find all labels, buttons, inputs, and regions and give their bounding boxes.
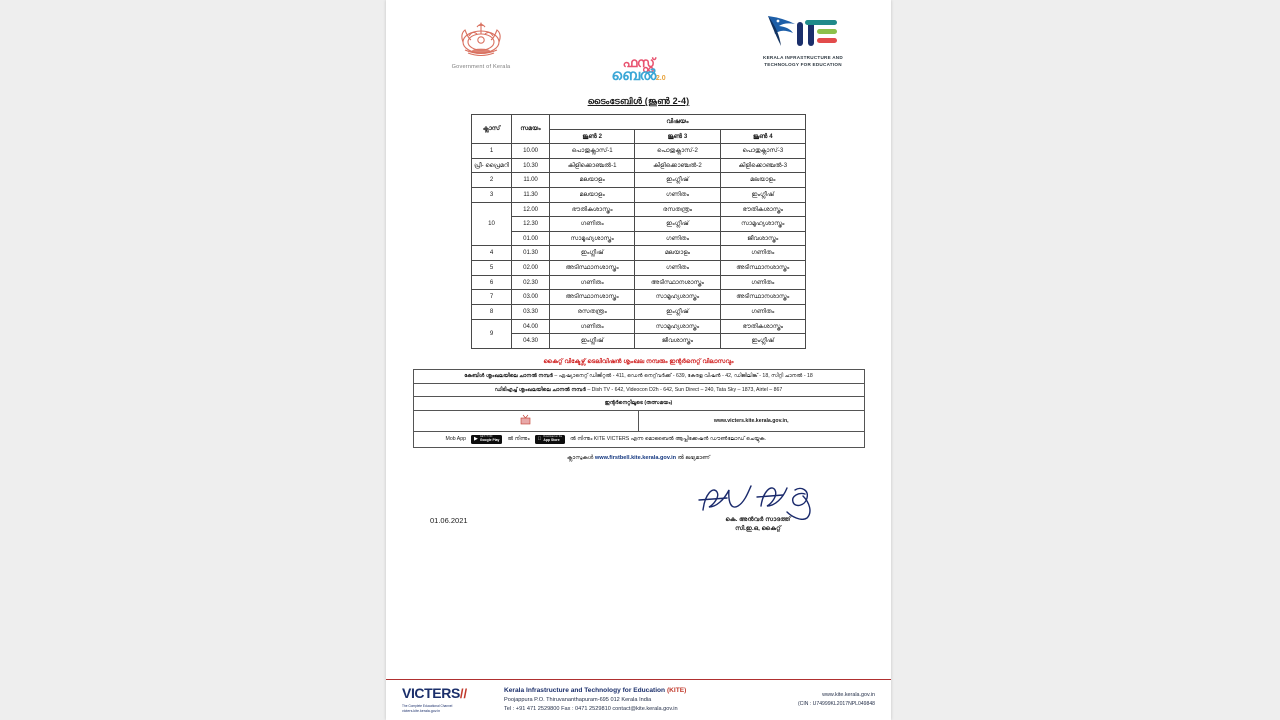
cell-subject-d3: പൊതുക്ലാസ്-3: [720, 144, 805, 159]
footer-cin: (CIN : U74999KL2017NPL049848: [797, 700, 875, 707]
cell-subject-d2: അടിസ്ഥാനശാസ്ത്രം: [635, 275, 720, 290]
footer-contact: Tel : +91 471 2529800 Fax : 0471 2529810 contact@kite.kerala.gov.in: [504, 705, 678, 712]
cell-class: 3: [472, 188, 512, 203]
signature-area: [406, 480, 871, 540]
cell-subject-d2: സാമൂഹ്യശാസ്ത്രം: [635, 290, 720, 305]
footer-org-name: Kerala Infrastructure and Technology for Education: [504, 686, 666, 694]
document-footer: [386, 679, 891, 720]
dth-channel-cell: [413, 383, 864, 397]
table-row: [472, 275, 806, 290]
mobapp-label: Mob App: [445, 435, 466, 442]
appstore-badge-big: App Store: [539, 437, 556, 442]
mobile-app-cell: [413, 431, 864, 447]
cell-subject-d1: ഗണിതം: [550, 275, 635, 290]
cell-subject-d2: ഗണിതം: [635, 188, 720, 203]
cell-class: 2: [472, 173, 512, 188]
terrestrial-value: – ഏഷ്യാനെറ്റ് ഡിജിറ്റൽ - 411, ഡെൻ നെറ്റ്‌വർക്ക് - 639, കേരള വിഷൻ - 42, ഡിജിലിങ്ക് - 18, സിറ്റി ചാനൽ - 18: [554, 372, 813, 379]
cell-time: 12.30: [512, 217, 550, 232]
cell-time: 12.00: [512, 202, 550, 217]
internet-head-cell: ഇന്റർനെറ്റിലൂടെ (തത്സമയം): [413, 397, 864, 411]
cell-subject-d3: അടിസ്ഥാനശാസ്ത്രം: [720, 261, 805, 276]
kite-caption-line1: KERALA INFRASTRUCTURE AND: [763, 55, 843, 60]
kerala-state-emblem-icon: [455, 20, 507, 62]
header-day-3: ജൂൺ 4: [720, 129, 805, 144]
television-icon: [520, 414, 531, 425]
cell-subject-d1: ഗണിതം: [550, 217, 635, 232]
cell-class: 7: [472, 290, 512, 305]
availability-prefix: ക്ലാസുകൾ: [567, 454, 594, 461]
footer-website[interactable]: www.kite.kerala.gov.in: [822, 692, 875, 699]
app-store-badge[interactable]: [535, 435, 566, 444]
footer-org-acronym: (KITE): [666, 686, 687, 694]
footer-org-info: [498, 686, 757, 714]
cell-subject-d1: പൊതുക്ലാസ്-1: [550, 144, 635, 159]
cell-time: 11.00: [512, 173, 550, 188]
cell-subject-d2: ജീവശാസ്ത്രം: [635, 334, 720, 349]
victers-slash-icon: //: [459, 686, 468, 702]
table-row: [472, 173, 806, 188]
table-row: [472, 158, 806, 173]
internet-head-row: [413, 397, 864, 411]
victers-logo-block: [402, 685, 498, 714]
cell-class: 10: [472, 202, 512, 246]
website-row: [413, 411, 864, 432]
cell-subject-d1: ഗണിതം: [550, 319, 635, 334]
cell-subject-d1: അടിസ്ഥാനശാസ്ത്രം: [550, 290, 635, 305]
timetable: [471, 114, 806, 349]
victers-website-link[interactable]: www.victers.kite.kerala.gov.in,: [639, 411, 865, 432]
appstore-after-text: ൽ നിന്നും KITE VICTERS എന്ന മൊബൈൽ ആപ്ലിക്കേഷൻ ഡൗൺലോഡ് ചെയ്യുക.: [566, 435, 763, 442]
cell-subject-d3: ജീവശാസ്ത്രം: [720, 231, 805, 246]
signatory-name: കെ. അൻവർ സാദത്ത്: [725, 515, 791, 523]
channel-info-table: [413, 369, 865, 448]
government-of-kerala-block: [426, 20, 536, 70]
victers-url: victers.kite.kerala.gov.in: [402, 708, 441, 713]
cell-subject-d2: കിളിക്കൊഞ്ചൽ-2: [635, 158, 720, 173]
cell-subject-d2: മലയാളം: [635, 246, 720, 261]
cell-subject-d3: അടിസ്ഥാനശാസ്ത്രം: [720, 290, 805, 305]
cell-subject-d2: പൊതുക്ലാസ്-2: [635, 144, 720, 159]
table-row: [472, 319, 806, 334]
terrestrial-channel-cell: [413, 369, 864, 383]
timetable-container: [406, 114, 871, 349]
cell-subject-d3: ഗണിതം: [720, 304, 805, 319]
cell-time: 02.30: [512, 275, 550, 290]
table-row: [472, 144, 806, 159]
cell-subject-d1: മലയാളം: [550, 173, 635, 188]
terrestrial-label: കേബിൾ ശൃംഖലയിലെ ചാനൽ നമ്പർ: [464, 372, 553, 379]
cell-subject-d2: ഗണിതം: [635, 231, 720, 246]
cell-time: 11.30: [512, 188, 550, 203]
table-row: [472, 304, 806, 319]
cell-subject-d2: രസതന്ത്രം: [635, 202, 720, 217]
cell-time: 04.30: [512, 334, 550, 349]
header-subject: വിഷയം: [550, 115, 806, 130]
cell-class: 5: [472, 261, 512, 276]
cell-class: 9: [472, 319, 512, 348]
page-title: ടൈംടേബിൾ (ജൂൺ 2-4): [587, 96, 690, 106]
timetable-header-row-1: [472, 115, 806, 130]
first-bell-logo: [611, 56, 665, 84]
table-row: [472, 231, 806, 246]
timetable-body: [472, 144, 806, 349]
cell-subject-d1: കിളിക്കൊഞ്ചൽ-1: [550, 158, 635, 173]
cell-subject-d1: സാമൂഹ്യശാസ്ത്രം: [550, 231, 635, 246]
header-time: സമയം: [512, 115, 550, 144]
table-row: [472, 188, 806, 203]
cell-subject-d1: അടിസ്ഥാനശാസ്ത്രം: [550, 261, 635, 276]
apple-icon: [538, 437, 542, 442]
cell-subject-d2: ഇംഗ്ലീഷ്: [635, 173, 720, 188]
document-header: [406, 8, 871, 90]
cell-subject-d3: ഇംഗ്ലീഷ്: [720, 188, 805, 203]
cell-time: 02.00: [512, 261, 550, 276]
availability-suffix: ൽ ലഭ്യമാണ്: [677, 454, 710, 461]
channel-info-container: [406, 369, 871, 448]
cell-subject-d3: ഇംഗ്ലീഷ്: [720, 334, 805, 349]
cell-subject-d2: ഗണിതം: [635, 261, 720, 276]
table-row: [472, 246, 806, 261]
handwritten-signature: [683, 480, 833, 520]
first-bell-line2: ബെൽ: [611, 67, 656, 84]
cell-time: 01.30: [512, 246, 550, 261]
table-row: [472, 290, 806, 305]
cell-subject-d1: ഇംഗ്ലീഷ്: [550, 334, 635, 349]
header-day-1: ജൂൺ 2: [550, 129, 635, 144]
cell-time: 04.00: [512, 319, 550, 334]
firstbell-website-link[interactable]: www.firstbell.kite.kerala.gov.in: [594, 454, 677, 461]
cell-class: 8: [472, 304, 512, 319]
cell-subject-d3: ഗണിതം: [720, 246, 805, 261]
cell-class: 6: [472, 275, 512, 290]
header-day-2: ജൂൺ 3: [635, 129, 720, 144]
cell-subject-d1: രസതന്ത്രം: [550, 304, 635, 319]
footer-web-info: [757, 691, 875, 708]
victers-wordmark: VICTERS: [402, 685, 460, 702]
play-badge-small: GET IT ON: [479, 435, 493, 439]
kite-logo-block: [739, 14, 867, 69]
cell-subject-d3: കിളിക്കൊഞ്ചൽ-3: [720, 158, 805, 173]
dth-label: ഡിടിഎച്ച് ശൃംഖലയിലെ ചാനൽ നമ്പർ: [494, 386, 586, 393]
cell-class: പ്രീ- പ്രൈമറി: [472, 158, 512, 173]
tv-icon-cell: [413, 411, 639, 432]
cell-subject-d1: മലയാളം: [550, 188, 635, 203]
header-class: ക്ലാസ്: [472, 115, 512, 144]
terrestrial-channel-row: [413, 369, 864, 383]
victers-tagline: The Complete Educational Channel: [402, 704, 453, 709]
cell-subject-d1: ഇംഗ്ലീഷ്: [550, 246, 635, 261]
table-row: [472, 217, 806, 232]
classes-availability-line: [406, 455, 871, 462]
cell-subject-d2: ഇംഗ്ലീഷ്: [635, 217, 720, 232]
play-triangle-icon: ▶: [473, 435, 478, 442]
footer-address: Poojappura P.O. Thiruvananthapuram-695 012 Kerala India: [504, 696, 652, 703]
google-play-badge[interactable]: [471, 435, 502, 444]
signature-block: [663, 480, 853, 533]
mobile-app-row: [413, 431, 864, 447]
signatory-role: സി.ഇ.ഒ, കൈറ്റ്: [735, 524, 781, 532]
first-bell-version: 2.0: [655, 75, 666, 82]
cell-time: 10.00: [512, 144, 550, 159]
cell-subject-d1: ഭൗതികശാസ്ത്രം: [550, 202, 635, 217]
cell-subject-d2: ഇംഗ്ലീഷ്: [635, 304, 720, 319]
cell-time: 10.30: [512, 158, 550, 173]
appstore-badge-small: Download on the: [539, 435, 559, 439]
dth-channel-row: [413, 383, 864, 397]
cell-time: 03.30: [512, 304, 550, 319]
kite-logo-icon: [765, 14, 841, 48]
kite-caption-line2: TECHNOLOGY FOR EDUCATION: [764, 61, 842, 67]
cell-subject-d3: ഭൗതികശാസ്ത്രം: [720, 319, 805, 334]
page-gutter-right: [891, 0, 1280, 720]
first-bell-line1: ഫസ്റ്റ്: [622, 55, 655, 70]
timetable-head: [472, 115, 806, 144]
table-row: [472, 261, 806, 276]
channel-info-heading: കൈറ്റ് വിക്ടേഴ്സ് ടെലിവിഷൻ ശൃംഖല നമ്പരും ഇന്റർനെറ്റ് വിലാസവും: [543, 357, 734, 365]
document-date: 01.06.2021: [430, 515, 468, 525]
cell-class: 1: [472, 144, 512, 159]
dth-value: – Dish TV - 642, Videocon D2h - 642, Sun Direct – 240, Tata Sky – 1873, Airtel – 867: [587, 386, 783, 393]
cell-class: 4: [472, 246, 512, 261]
document-page: [386, 0, 891, 720]
table-row: [472, 202, 806, 217]
emblem-caption: Government of Kerala: [451, 64, 511, 70]
cell-subject-d3: ഭൗതികശാസ്ത്രം: [720, 202, 805, 217]
table-row: [472, 334, 806, 349]
cell-time: 03.00: [512, 290, 550, 305]
page-gutter-left: [0, 0, 386, 720]
cell-subject-d3: സാമൂഹ്യശാസ്ത്രം: [720, 217, 805, 232]
cell-subject-d3: മലയാളം: [720, 173, 805, 188]
play-after-text: ൽ നിന്നും: [507, 435, 530, 442]
cell-subject-d3: ഗണിതം: [720, 275, 805, 290]
cell-time: 01.00: [512, 231, 550, 246]
play-badge-big: Google Play: [479, 437, 500, 442]
cell-subject-d2: സാമൂഹ്യശാസ്ത്രം: [635, 319, 720, 334]
